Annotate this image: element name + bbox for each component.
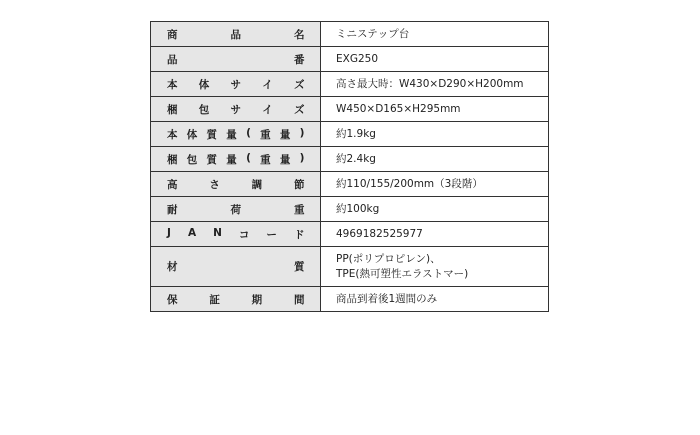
spec-label-char: ド — [293, 228, 305, 241]
spec-row — [151, 172, 549, 197]
spec-row — [151, 72, 549, 97]
spec-label-char: ズ — [294, 103, 305, 116]
spec-label-char: 梱 — [167, 153, 178, 166]
spec-value-cell — [321, 47, 549, 72]
spec-label — [167, 152, 305, 167]
spec-row — [151, 147, 549, 172]
spec-label-char: 証 — [209, 293, 221, 306]
spec-value-line: W450×D165×H295mm — [336, 102, 461, 115]
spec-value-cell — [321, 147, 549, 172]
spec-row — [151, 222, 549, 247]
spec-label-char: 保 — [167, 293, 178, 306]
spec-label-cell — [151, 97, 321, 122]
spec-label-char: 本 — [167, 128, 178, 141]
spec-value-line: EXG250 — [336, 52, 379, 65]
spec-label-char: 品 — [167, 53, 178, 66]
spec-label-char: サ — [230, 103, 242, 116]
spec-label-char: 本 — [167, 78, 178, 91]
spec-label-char: 量 — [226, 153, 238, 166]
spec-value-line: 高さ最大時：W430×D290×H200mm — [336, 77, 524, 90]
spec-label-char: 質 — [206, 128, 218, 141]
spec-value-line: 約1.9kg — [336, 127, 376, 140]
spec-label-cell — [151, 247, 321, 287]
spec-label-char: 量 — [279, 153, 291, 166]
spec-label-char: 量 — [226, 128, 238, 141]
spec-label-char: 品 — [230, 28, 242, 41]
spec-label-cell — [151, 122, 321, 147]
spec-label-cell — [151, 72, 321, 97]
spec-label-char: 梱 — [167, 103, 178, 116]
spec-row — [151, 22, 549, 47]
spec-value-cell — [321, 22, 549, 47]
spec-value-cell — [321, 72, 549, 97]
spec-label-char: 体 — [198, 78, 210, 91]
spec-label — [167, 292, 305, 307]
spec-label-cell — [151, 222, 321, 247]
spec-label-char: 重 — [260, 153, 272, 166]
spec-label-cell — [151, 172, 321, 197]
spec-label-char: さ — [209, 178, 221, 191]
spec-label-cell — [151, 47, 321, 72]
spec-label-char: 調 — [251, 178, 263, 191]
spec-value-cell — [321, 197, 549, 222]
spec-row — [151, 122, 549, 147]
spec-label-char: 商 — [167, 28, 178, 41]
spec-label — [167, 27, 305, 42]
spec-row — [151, 247, 549, 287]
spec-label-cell — [151, 197, 321, 222]
spec-label-char: 重 — [260, 128, 272, 141]
spec-row — [151, 197, 549, 222]
spec-value-cell — [321, 97, 549, 122]
spec-label-char: ( — [246, 151, 252, 164]
spec-value-line: 4969182525977 — [336, 227, 423, 240]
spec-label-char: ) — [299, 126, 305, 139]
spec-label — [167, 227, 305, 242]
spec-value-line: 商品到着後1週間のみ — [336, 292, 438, 305]
spec-label-char: イ — [262, 103, 274, 116]
spec-value-line: TPE(熱可塑性エラストマー) — [336, 267, 469, 280]
spec-label-char: 体 — [186, 128, 198, 141]
spec-label-char: コ — [238, 228, 250, 241]
spec-label-char: 荷 — [230, 203, 242, 216]
spec-label-char: 間 — [293, 293, 305, 306]
spec-label-char: 質 — [294, 261, 305, 273]
spec-label-char: 期 — [251, 293, 263, 306]
spec-value-cell — [321, 222, 549, 247]
spec-label-char: 包 — [186, 153, 198, 166]
spec-value-line: PP(ポリプロピレン)、 — [336, 252, 441, 265]
spec-label-char: 重 — [294, 203, 305, 216]
spec-label — [167, 202, 305, 217]
spec-table — [150, 21, 549, 312]
spec-label-char: N — [213, 226, 223, 239]
spec-value-line: 約2.4kg — [336, 152, 376, 165]
spec-row — [151, 47, 549, 72]
spec-label-char: 包 — [198, 103, 210, 116]
spec-label-char: イ — [262, 78, 274, 91]
spec-label-char: 番 — [294, 53, 305, 66]
spec-label-char: 材 — [167, 261, 178, 273]
spec-label-char: 名 — [294, 28, 305, 41]
spec-label-char: J — [167, 226, 172, 239]
spec-label-char: ー — [266, 228, 278, 241]
spec-value-cell — [321, 122, 549, 147]
spec-label — [167, 127, 305, 142]
spec-label-char: A — [187, 226, 197, 239]
spec-row — [151, 97, 549, 122]
spec-label-char: ) — [299, 151, 305, 164]
spec-value-cell — [321, 172, 549, 197]
spec-value-cell — [321, 287, 549, 312]
spec-label-char: 高 — [167, 178, 178, 191]
spec-label-char: 耐 — [167, 203, 178, 216]
spec-label — [167, 77, 305, 92]
spec-row — [151, 287, 549, 312]
spec-label — [167, 52, 305, 67]
spec-value-cell — [321, 247, 549, 287]
spec-label-cell — [151, 147, 321, 172]
spec-label-char: サ — [230, 78, 242, 91]
spec-value-line: 約100kg — [336, 202, 380, 215]
spec-value-line: ミニステップ台 — [336, 27, 410, 40]
spec-label-char: 質 — [206, 153, 218, 166]
spec-label-cell — [151, 22, 321, 47]
spec-table-body — [151, 22, 549, 312]
spec-value-line: 約110/155/200mm（3段階） — [336, 177, 483, 190]
spec-label-char: ズ — [294, 78, 305, 91]
spec-label-char: 量 — [279, 128, 291, 141]
spec-label — [167, 102, 305, 117]
spec-label-char: ( — [246, 126, 252, 139]
spec-label-cell — [151, 287, 321, 312]
spec-label — [167, 177, 305, 192]
spec-label — [167, 259, 305, 274]
spec-label-char: 節 — [293, 178, 305, 191]
